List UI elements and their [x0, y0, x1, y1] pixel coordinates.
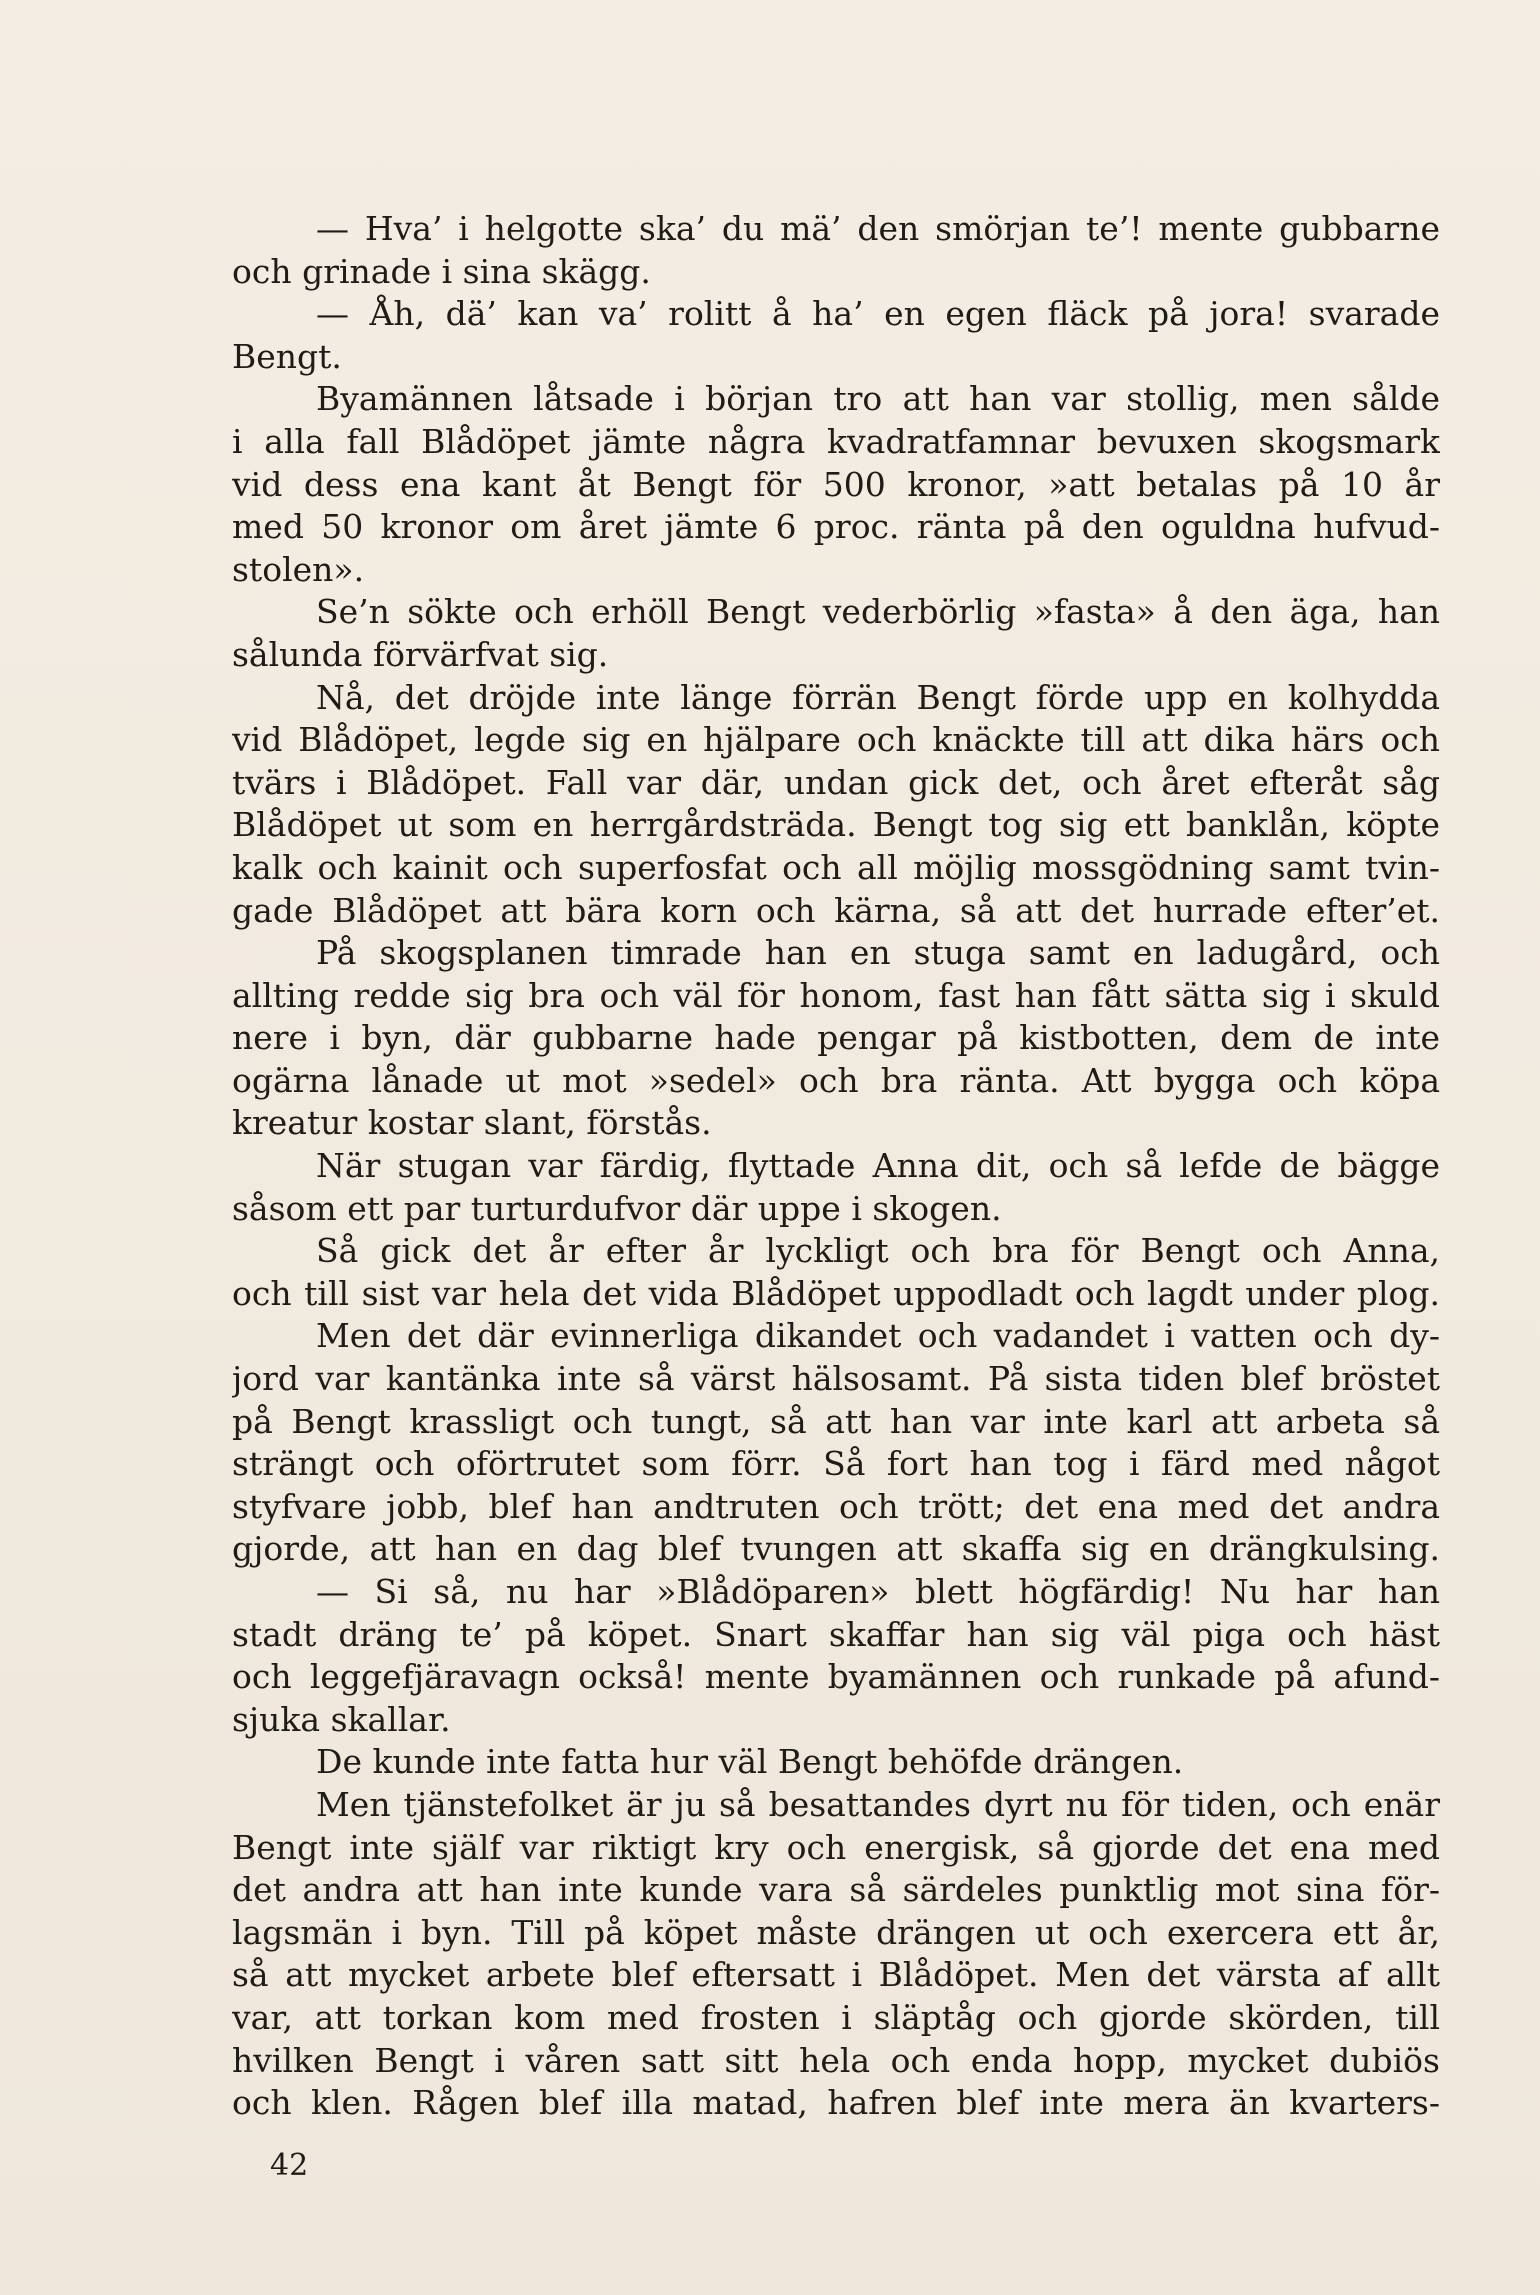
- text-line: och grinade i sina skägg.: [232, 251, 651, 291]
- text-line: allting redde sig bra och väl för honom, fast han fått sätta sig i skuld: [232, 975, 1440, 1015]
- text-line: gjorde, att han en dag blef tvungen att skaffa sig en drängkulsing.: [232, 1529, 1440, 1569]
- text-line: På skogsplanen timrade han en stuga samt en ladugård, och: [316, 933, 1440, 973]
- text-line: — Hva’ i helgotte ska’ du mä’ den smörjan te’! mente gubbarne: [316, 209, 1440, 248]
- text-line: Se’n sökte och erhöll Bengt vederbörlig »fasta» å den äga, han: [316, 592, 1440, 632]
- text-line: hvilken Bengt i våren satt sitt hela och enda hopp, mycket dubiös: [232, 2040, 1440, 2080]
- text-line: på Bengt krassligt och tungt, så att han var inte karl att arbeta så: [232, 1401, 1440, 1441]
- text-line: Blådöpet ut som en herrgårdsträda. Bengt tog sig ett banklån, köpte: [232, 805, 1440, 845]
- body-text: [232, 208, 1440, 2125]
- text-line: gade Blådöpet att bära korn och kärna, så att det hurrade efter’et.: [232, 890, 1440, 930]
- text-line: nere i byn, där gubbarne hade pengar på kistbotten, dem de inte: [232, 1018, 1440, 1058]
- text-line: och leggefjäravagn också! mente byamännen och runkade på afund-: [232, 1657, 1440, 1697]
- text-line: sålunda förvärfvat sig.: [232, 634, 609, 674]
- text-line: jord var kantänka inte så värst hälsosamt. På sista tiden blef bröstet: [232, 1359, 1440, 1399]
- text-line: stadt dräng te’ på köpet. Snart skaffar han sig väl piga och häst: [232, 1614, 1440, 1654]
- text-line: kreatur kostar slant, förstås.: [232, 1103, 712, 1143]
- text-line: och klen. Rågen blef illa matad, hafren blef inte mera än kvarters-: [232, 2083, 1440, 2123]
- text-line: ogärna lånade ut mot »sedel» och bra ränta. Att bygga och köpa: [232, 1060, 1440, 1100]
- text-line: så att mycket arbete blef eftersatt i Blådöpet. Men det värsta af allt: [232, 1955, 1440, 1995]
- text-line: Så gick det år efter år lyckligt och bra för Bengt och Anna,: [316, 1231, 1440, 1271]
- text-line: stolen».: [232, 549, 365, 589]
- text-line: När stugan var färdig, flyttade Anna dit, och så lefde de bägge: [316, 1146, 1440, 1186]
- text-line: Men det där evinnerliga dikandet och vadandet i vatten och dy-: [316, 1316, 1440, 1356]
- text-line: strängt och oförtrutet som förr. Så fort han tog i färd med något: [232, 1444, 1440, 1484]
- text-line: såsom ett par turturdufvor där uppe i skogen.: [232, 1188, 1002, 1228]
- text-line: det andra att han inte kunde vara så särdeles punktlig mot sina för-: [232, 1870, 1440, 1910]
- text-line: Nå, det dröjde inte länge förrän Bengt förde upp en kolhydda: [316, 677, 1440, 717]
- text-line: vid dess ena kant åt Bengt för 500 kronor, »att betalas på 10 år: [232, 464, 1440, 504]
- text-line: — Si så, nu har »Blådöparen» blett högfärdig! Nu har han: [316, 1572, 1440, 1611]
- text-line: Bengt inte själf var riktigt kry och energisk, så gjorde det ena med: [232, 1827, 1440, 1867]
- text-line: De kunde inte fatta hur väl Bengt behöfde drängen.: [316, 1742, 1184, 1782]
- text-line: tvärs i Blådöpet. Fall var där, undan gick det, och året efteråt såg: [232, 762, 1440, 802]
- text-line: med 50 kronor om året jämte 6 proc. ränta på den oguldna hufvud-: [232, 507, 1440, 547]
- text-line: sjuka skallar.: [232, 1699, 451, 1739]
- text-line: Bengt.: [232, 336, 342, 376]
- text-line: vid Blådöpet, legde sig en hjälpare och knäckte till att dika härs och: [232, 720, 1440, 760]
- text-line: — Åh, dä’ kan va’ rolitt å ha’ en egen fläck på jora! svarade: [316, 294, 1440, 334]
- text-line: styfvare jobb, blef han andtruten och trött; det ena med det andra: [232, 1486, 1440, 1526]
- text-line: Men tjänstefolket är ju så besattandes dyrt nu för tiden, och enär: [316, 1784, 1440, 1824]
- text-line: lagsmän i byn. Till på köpet måste drängen ut och exercera ett år,: [232, 1912, 1440, 1952]
- text-line: och till sist var hela det vida Blådöpet uppodladt och lagdt under plog.: [232, 1273, 1440, 1313]
- text-line: kalk och kainit och superfosfat och all möjlig mossgödning samt tvin-: [232, 847, 1440, 887]
- text-line: var, att torkan kom med frosten i släptåg och gjorde skörden, till: [232, 1997, 1440, 2037]
- text-line: Byamännen låtsade i början tro att han var stollig, men sålde: [316, 379, 1440, 419]
- text-line: i alla fall Blådöpet jämte några kvadratfamnar bevuxen skogsmark: [232, 421, 1440, 461]
- page-number: 42: [270, 2148, 309, 2183]
